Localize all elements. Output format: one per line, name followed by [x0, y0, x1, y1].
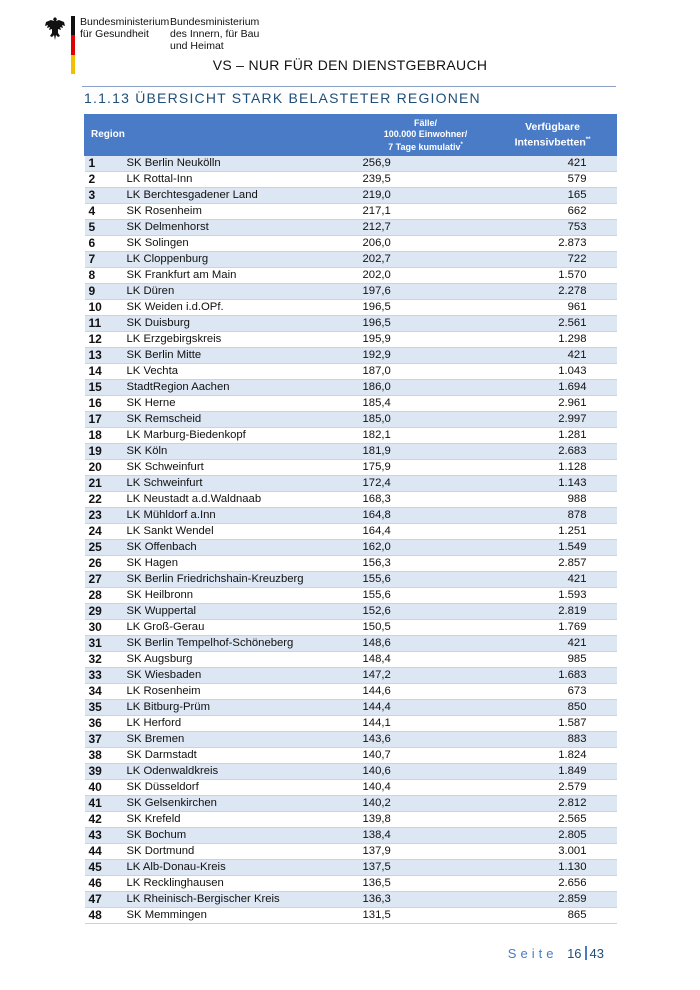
icu-cell: 722 [489, 252, 617, 268]
region-cell: LK Rottal-Inn [117, 172, 363, 188]
page-label: Seite [507, 946, 558, 961]
region-cell: SK Delmenhorst [117, 220, 363, 236]
rank-cell: 16 [85, 396, 117, 412]
rank-cell: 3 [85, 188, 117, 204]
rank-cell: 9 [85, 284, 117, 300]
rank-cell: 37 [85, 732, 117, 748]
icu-cell: 1.694 [489, 380, 617, 396]
region-cell: SK Berlin Neukölln [117, 156, 363, 172]
cases-cell: 172,4 [363, 476, 489, 492]
cases-cell: 162,0 [363, 540, 489, 556]
cases-cell: 140,2 [363, 796, 489, 812]
region-cell: LK Cloppenburg [117, 252, 363, 268]
region-cell: SK Schweinfurt [117, 460, 363, 476]
table-row [85, 428, 617, 444]
region-cell: SK Krefeld [117, 812, 363, 828]
cases-cell: 192,9 [363, 348, 489, 364]
region-cell: LK Marburg-Biedenkopf [117, 428, 363, 444]
table-row [85, 572, 617, 588]
table-row [85, 444, 617, 460]
rank-cell: 36 [85, 716, 117, 732]
table-row [85, 636, 617, 652]
rank-cell: 13 [85, 348, 117, 364]
region-cell: SK Wiesbaden [117, 668, 363, 684]
rank-cell: 8 [85, 268, 117, 284]
region-cell: SK Bochum [117, 828, 363, 844]
region-cell: SK Berlin Friedrichshain-Kreuzberg [117, 572, 363, 588]
cases-cell: 164,8 [363, 508, 489, 524]
table-row [85, 492, 617, 508]
region-cell: StadtRegion Aachen [117, 380, 363, 396]
rank-cell: 32 [85, 652, 117, 668]
table-row [85, 892, 617, 908]
icu-cell: 1.769 [489, 620, 617, 636]
page-separator [585, 946, 587, 960]
region-cell: LK Erzgebirgskreis [117, 332, 363, 348]
cases-cell: 256,9 [363, 156, 489, 172]
icu-cell: 2.656 [489, 876, 617, 892]
icu-cell: 2.812 [489, 796, 617, 812]
table-row [85, 172, 617, 188]
region-cell: LK Mühldorf a.Inn [117, 508, 363, 524]
icu-cell: 883 [489, 732, 617, 748]
cases-cell: 148,4 [363, 652, 489, 668]
rank-cell: 35 [85, 700, 117, 716]
icu-cell: 421 [489, 636, 617, 652]
region-cell: SK Augsburg [117, 652, 363, 668]
icu-cell: 1.281 [489, 428, 617, 444]
region-cell: SK Heilbronn [117, 588, 363, 604]
table-row [85, 908, 617, 924]
table-header-row [85, 115, 617, 156]
rank-cell: 5 [85, 220, 117, 236]
region-cell: SK Memmingen [117, 908, 363, 924]
cases-cell: 156,3 [363, 556, 489, 572]
table-row [85, 524, 617, 540]
icu-cell: 2.805 [489, 828, 617, 844]
table-row [85, 620, 617, 636]
rank-cell: 18 [85, 428, 117, 444]
column-header-region: Region [85, 115, 363, 156]
cases-cell: 140,4 [363, 780, 489, 796]
table-row [85, 380, 617, 396]
rank-cell: 12 [85, 332, 117, 348]
rank-cell: 11 [85, 316, 117, 332]
region-cell: LK Rheinisch-Bergischer Kreis [117, 892, 363, 908]
cases-cell: 212,7 [363, 220, 489, 236]
cases-cell: 155,6 [363, 588, 489, 604]
table-body [85, 156, 617, 924]
region-cell: SK Düsseldorf [117, 780, 363, 796]
table-row [85, 604, 617, 620]
table-row [85, 236, 617, 252]
region-cell: SK Berlin Mitte [117, 348, 363, 364]
icu-cell: 1.849 [489, 764, 617, 780]
classification-label: VS – NUR FÜR DEN DIENSTGEBRAUCH [212, 57, 488, 73]
table-row [85, 316, 617, 332]
region-cell: SK Frankfurt am Main [117, 268, 363, 284]
cases-cell: 181,9 [363, 444, 489, 460]
cases-cell: 139,8 [363, 812, 489, 828]
cases-cell: 182,1 [363, 428, 489, 444]
rank-cell: 23 [85, 508, 117, 524]
region-cell: LK Groß-Gerau [117, 620, 363, 636]
icu-cell: 2.565 [489, 812, 617, 828]
region-cell: LK Sankt Wendel [117, 524, 363, 540]
page-footer [508, 946, 604, 961]
icu-cell: 673 [489, 684, 617, 700]
table-row [85, 876, 617, 892]
icu-cell: 2.997 [489, 412, 617, 428]
cases-cell: 187,0 [363, 364, 489, 380]
table-row [85, 476, 617, 492]
icu-cell: 1.143 [489, 476, 617, 492]
rank-cell: 46 [85, 876, 117, 892]
table-row [85, 844, 617, 860]
table-row [85, 780, 617, 796]
rank-cell: 42 [85, 812, 117, 828]
rank-cell: 43 [85, 828, 117, 844]
icu-cell: 1.128 [489, 460, 617, 476]
icu-cell: 2.961 [489, 396, 617, 412]
cases-cell: 186,0 [363, 380, 489, 396]
table-row [85, 684, 617, 700]
icu-cell: 1.043 [489, 364, 617, 380]
cases-cell: 196,5 [363, 316, 489, 332]
table-row [85, 540, 617, 556]
icu-cell: 421 [489, 156, 617, 172]
cases-cell: 202,7 [363, 252, 489, 268]
table-row [85, 252, 617, 268]
icu-cell: 2.819 [489, 604, 617, 620]
cases-cell: 150,5 [363, 620, 489, 636]
cases-cell: 175,9 [363, 460, 489, 476]
icu-cell: 662 [489, 204, 617, 220]
cases-cell: 206,0 [363, 236, 489, 252]
region-cell: LK Odenwaldkreis [117, 764, 363, 780]
table-row [85, 412, 617, 428]
table-row [85, 860, 617, 876]
icu-cell: 421 [489, 348, 617, 364]
ministry-health-label: Bundesministerium für Gesundheit [80, 16, 170, 40]
rank-cell: 6 [85, 236, 117, 252]
table-row [85, 700, 617, 716]
rank-cell: 22 [85, 492, 117, 508]
cases-cell: 147,2 [363, 668, 489, 684]
rank-cell: 1 [85, 156, 117, 172]
cases-cell: 136,3 [363, 892, 489, 908]
cases-cell: 185,4 [363, 396, 489, 412]
icu-cell: 165 [489, 188, 617, 204]
rank-cell: 40 [85, 780, 117, 796]
rank-cell: 19 [85, 444, 117, 460]
cases-cell: 197,6 [363, 284, 489, 300]
column-header-icu-beds: Verfügbare Intensivbetten** [489, 115, 617, 156]
cases-cell: 144,1 [363, 716, 489, 732]
icu-cell: 421 [489, 572, 617, 588]
region-cell: SK Bremen [117, 732, 363, 748]
cases-cell: 144,6 [363, 684, 489, 700]
table-row [85, 668, 617, 684]
cases-cell: 140,6 [363, 764, 489, 780]
cases-cell: 136,5 [363, 876, 489, 892]
icu-cell: 961 [489, 300, 617, 316]
rank-cell: 48 [85, 908, 117, 924]
table-row [85, 284, 617, 300]
cases-cell: 196,5 [363, 300, 489, 316]
cases-cell: 219,0 [363, 188, 489, 204]
icu-cell: 2.873 [489, 236, 617, 252]
region-cell: SK Gelsenkirchen [117, 796, 363, 812]
cases-cell: 155,6 [363, 572, 489, 588]
rank-cell: 21 [85, 476, 117, 492]
cases-cell: 217,1 [363, 204, 489, 220]
region-cell: LK Rosenheim [117, 684, 363, 700]
table-row [85, 220, 617, 236]
rank-cell: 15 [85, 380, 117, 396]
icu-cell: 2.857 [489, 556, 617, 572]
rank-cell: 25 [85, 540, 117, 556]
cases-cell: 195,9 [363, 332, 489, 348]
table-row [85, 156, 617, 172]
table-row [85, 796, 617, 812]
table-row [85, 204, 617, 220]
icu-cell: 1.130 [489, 860, 617, 876]
column-header-cases: Fälle/ 100.000 Einwohner/ 7 Tage kumulativ* [363, 115, 489, 156]
cases-cell: 164,4 [363, 524, 489, 540]
regions-table [84, 114, 617, 924]
page-total: 43 [589, 946, 604, 961]
eagle-icon [44, 16, 66, 42]
rank-cell: 4 [85, 204, 117, 220]
icu-cell: 1.587 [489, 716, 617, 732]
table-row [85, 508, 617, 524]
rank-cell: 28 [85, 588, 117, 604]
rank-cell: 33 [85, 668, 117, 684]
ministry-interior-label: Bundesministerium des Innern, für Bau und Heimat [170, 16, 260, 52]
cases-cell: 202,0 [363, 268, 489, 284]
icu-cell: 1.570 [489, 268, 617, 284]
table-row [85, 732, 617, 748]
rank-cell: 47 [85, 892, 117, 908]
table-row [85, 828, 617, 844]
cases-cell: 152,6 [363, 604, 489, 620]
rank-cell: 30 [85, 620, 117, 636]
table-row [85, 716, 617, 732]
table-row [85, 332, 617, 348]
region-cell: LK Schweinfurt [117, 476, 363, 492]
icu-cell: 988 [489, 492, 617, 508]
icu-cell: 865 [489, 908, 617, 924]
rank-cell: 45 [85, 860, 117, 876]
icu-cell: 850 [489, 700, 617, 716]
region-cell: LK Herford [117, 716, 363, 732]
rank-cell: 20 [85, 460, 117, 476]
table-row [85, 300, 617, 316]
region-cell: SK Remscheid [117, 412, 363, 428]
icu-cell: 1.549 [489, 540, 617, 556]
section-title: 1.1.13 ÜBERSICHT STARK BELASTETER REGIONEN [84, 90, 481, 106]
rank-cell: 41 [85, 796, 117, 812]
region-cell: SK Wuppertal [117, 604, 363, 620]
cases-cell: 140,7 [363, 748, 489, 764]
region-cell: SK Offenbach [117, 540, 363, 556]
rank-cell: 10 [85, 300, 117, 316]
region-cell: LK Recklinghausen [117, 876, 363, 892]
icu-cell: 2.859 [489, 892, 617, 908]
icu-cell: 1.683 [489, 668, 617, 684]
cases-cell: 131,5 [363, 908, 489, 924]
region-cell: LK Neustadt a.d.Waldnaab [117, 492, 363, 508]
cases-cell: 168,3 [363, 492, 489, 508]
table-row [85, 812, 617, 828]
region-cell: SK Solingen [117, 236, 363, 252]
table-row [85, 396, 617, 412]
header-divider [82, 86, 616, 87]
rank-cell: 34 [85, 684, 117, 700]
table-row [85, 268, 617, 284]
rank-cell: 17 [85, 412, 117, 428]
icu-cell: 1.251 [489, 524, 617, 540]
cases-cell: 137,9 [363, 844, 489, 860]
table-row [85, 764, 617, 780]
region-cell: SK Duisburg [117, 316, 363, 332]
icu-cell: 2.561 [489, 316, 617, 332]
rank-cell: 44 [85, 844, 117, 860]
cases-cell: 144,4 [363, 700, 489, 716]
table-row [85, 748, 617, 764]
region-cell: LK Bitburg-Prüm [117, 700, 363, 716]
icu-cell: 2.278 [489, 284, 617, 300]
region-cell: SK Weiden i.d.OPf. [117, 300, 363, 316]
region-cell: LK Düren [117, 284, 363, 300]
region-cell: SK Herne [117, 396, 363, 412]
rank-cell: 38 [85, 748, 117, 764]
region-cell: LK Berchtesgadener Land [117, 188, 363, 204]
icu-cell: 3.001 [489, 844, 617, 860]
rank-cell: 24 [85, 524, 117, 540]
page-number: 16 [567, 946, 582, 961]
rank-cell: 29 [85, 604, 117, 620]
cases-cell: 137,5 [363, 860, 489, 876]
icu-cell: 1.593 [489, 588, 617, 604]
cases-cell: 138,4 [363, 828, 489, 844]
cases-cell: 185,0 [363, 412, 489, 428]
icu-cell: 878 [489, 508, 617, 524]
rank-cell: 31 [85, 636, 117, 652]
rank-cell: 7 [85, 252, 117, 268]
region-cell: SK Dortmund [117, 844, 363, 860]
rank-cell: 26 [85, 556, 117, 572]
cases-cell: 148,6 [363, 636, 489, 652]
region-cell: LK Vechta [117, 364, 363, 380]
icu-cell: 1.824 [489, 748, 617, 764]
icu-cell: 753 [489, 220, 617, 236]
table-row [85, 556, 617, 572]
region-cell: SK Köln [117, 444, 363, 460]
table-row [85, 460, 617, 476]
cases-cell: 143,6 [363, 732, 489, 748]
rank-cell: 27 [85, 572, 117, 588]
table-row [85, 188, 617, 204]
region-cell: SK Rosenheim [117, 204, 363, 220]
region-cell: SK Hagen [117, 556, 363, 572]
table-row [85, 652, 617, 668]
region-cell: SK Berlin Tempelhof-Schöneberg [117, 636, 363, 652]
icu-cell: 2.683 [489, 444, 617, 460]
cases-cell: 239,5 [363, 172, 489, 188]
rank-cell: 2 [85, 172, 117, 188]
icu-cell: 579 [489, 172, 617, 188]
table-row [85, 348, 617, 364]
region-cell: LK Alb-Donau-Kreis [117, 860, 363, 876]
region-cell: SK Darmstadt [117, 748, 363, 764]
icu-cell: 1.298 [489, 332, 617, 348]
rank-cell: 39 [85, 764, 117, 780]
icu-cell: 2.579 [489, 780, 617, 796]
icu-cell: 985 [489, 652, 617, 668]
table-row [85, 364, 617, 380]
table-row [85, 588, 617, 604]
rank-cell: 14 [85, 364, 117, 380]
